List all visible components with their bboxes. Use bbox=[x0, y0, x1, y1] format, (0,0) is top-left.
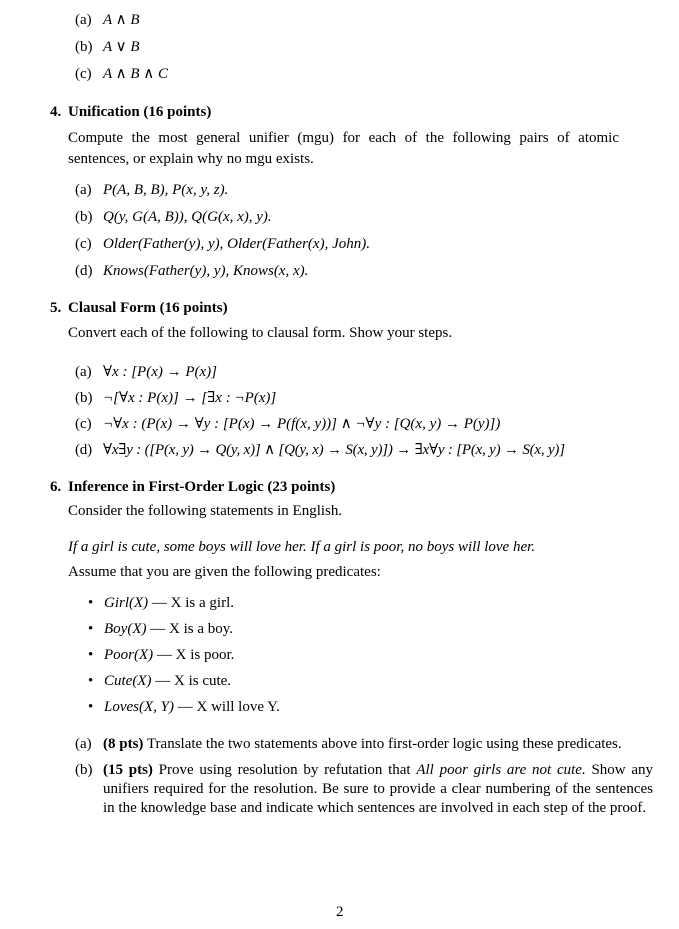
item-expr: Older(Father(y), y), Older(Father(x), John). bbox=[103, 236, 370, 252]
item-label: (a) bbox=[75, 12, 92, 28]
predicate: Poor(X) bbox=[104, 647, 154, 663]
item-expr: A ∧ B ∧ C bbox=[103, 66, 169, 82]
predicate: Cute(X) bbox=[104, 673, 152, 689]
predicate-item: • Girl(X) — X is a girl. bbox=[88, 595, 234, 611]
page-number: 2 bbox=[336, 904, 344, 920]
item-label: (b) bbox=[75, 209, 93, 225]
predicate-item: • Poor(X) — X is poor. bbox=[88, 647, 235, 663]
english-statement: If a girl is cute, some boys will love her. If a girl is poor, no boys will love her. bbox=[68, 539, 536, 555]
predicate-desc: — X is a girl. bbox=[148, 595, 234, 611]
section-title: Inference in First-Order Logic (23 points) bbox=[68, 479, 336, 495]
predicate-item: • Cute(X) — X is cute. bbox=[88, 673, 232, 689]
predicate-item: • Boy(X) — X is a boy. bbox=[88, 621, 234, 637]
item-label: (b) bbox=[75, 390, 93, 406]
list-item bbox=[75, 363, 217, 381]
predicate-desc: — X will love Y. bbox=[174, 699, 280, 715]
question-emphasis: All poor girls are not cute. bbox=[416, 762, 586, 778]
section-intro: Consider the following statements in English. bbox=[68, 503, 343, 519]
item-label: (d) bbox=[75, 263, 93, 279]
list-item bbox=[75, 441, 565, 459]
item-expr: ¬[∀x : P(x)] → [∃x : ¬P(x)] bbox=[103, 390, 277, 406]
section-title: Unification (16 points) bbox=[68, 104, 212, 120]
points: (15 pts) bbox=[103, 762, 153, 778]
item-expr: ¬∀x : (P(x) → ∀y : [P(x) → P(f(x, y))] ∧ ¬∀y : [Q(x, y) → P(y)]) bbox=[103, 416, 501, 432]
section-heading bbox=[50, 299, 228, 317]
predicate: Loves(X, Y) bbox=[104, 699, 174, 715]
question-text: Translate the two statements above into first-order logic using these predicates. bbox=[146, 736, 622, 752]
section-intro: Compute the most general unifier (mgu) for each of the following pairs of atomic sentences, or explain why no mgu exists. bbox=[68, 130, 619, 167]
item-expr: ∀x∃y : ([P(x, y) → Q(y, x)] ∧ [Q(y, x) → S(x, y)]) → ∃x∀y : [P(x, y) → S(x, y)] bbox=[103, 442, 565, 458]
predicate: Girl(X) bbox=[104, 595, 149, 611]
section-title: Clausal Form (16 points) bbox=[68, 300, 228, 316]
list-item bbox=[75, 389, 276, 407]
list-item bbox=[75, 208, 272, 226]
list-item bbox=[75, 38, 140, 56]
item-label: (c) bbox=[75, 66, 92, 82]
section-number: 5. bbox=[50, 300, 62, 316]
list-item bbox=[75, 11, 140, 29]
predicate-desc: — X is a boy. bbox=[146, 621, 234, 637]
item-expr: A ∨ B bbox=[103, 39, 140, 55]
item-expr: Knows(Father(y), y), Knows(x, x). bbox=[103, 263, 309, 279]
predicate-desc: — X is cute. bbox=[151, 673, 232, 689]
item-label: (b) bbox=[75, 39, 93, 55]
question-text: Prove using resolution by refutation that bbox=[158, 762, 411, 778]
section-heading bbox=[50, 103, 211, 121]
item-expr: ∀x : [P(x) → P(x)] bbox=[103, 364, 218, 380]
item-expr: P(A, B, B), P(x, y, z). bbox=[103, 182, 229, 198]
section-number: 6. bbox=[50, 479, 62, 495]
assume-text: Assume that you are given the following predicates: bbox=[68, 564, 381, 580]
predicate: Boy(X) bbox=[104, 621, 147, 637]
list-item bbox=[75, 65, 168, 83]
question-text: Show any unifiers required for the resolution. Be sure to provide a clear numbering of the sentences in the knowledge base and indicate which sentences are involved in each step of the proof. bbox=[103, 762, 654, 816]
list-item bbox=[75, 181, 228, 199]
item-label: (a) bbox=[75, 364, 92, 380]
item-label: (a) bbox=[75, 182, 92, 198]
item-label: (b) bbox=[75, 762, 93, 778]
section-intro: Convert each of the following to clausal form. Show your steps. bbox=[68, 325, 453, 341]
list-item bbox=[75, 415, 500, 433]
question-a bbox=[75, 735, 622, 753]
section-heading bbox=[50, 478, 335, 496]
item-label: (d) bbox=[75, 442, 92, 458]
points: (8 pts) bbox=[103, 736, 144, 752]
list-item bbox=[75, 235, 370, 253]
item-label: (c) bbox=[75, 416, 92, 432]
list-item bbox=[75, 262, 308, 280]
item-label: (c) bbox=[75, 236, 92, 252]
question-b bbox=[103, 761, 653, 818]
item-expr: A ∧ B bbox=[103, 12, 140, 28]
section-number: 4. bbox=[50, 104, 62, 120]
item-expr: Q(y, G(A, B)), Q(G(x, x), y). bbox=[103, 209, 272, 225]
item-label: (a) bbox=[75, 736, 92, 752]
predicate-item: • Loves(X, Y) — X will love Y. bbox=[88, 699, 280, 715]
predicate-desc: — X is poor. bbox=[153, 647, 235, 663]
